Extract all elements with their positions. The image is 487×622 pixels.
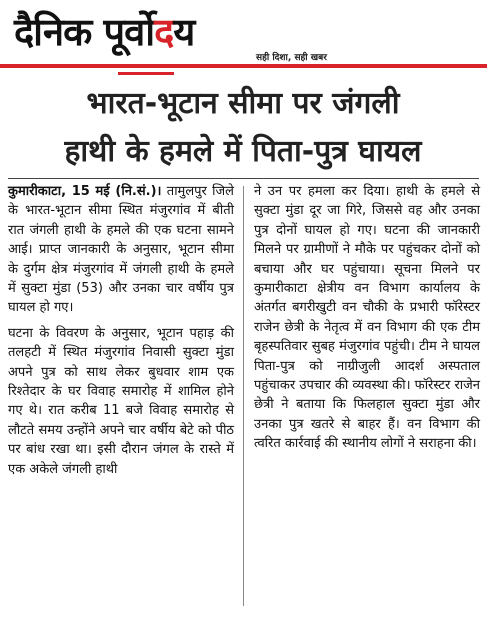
newspaper-logo bbox=[14, 6, 194, 58]
masthead-small-rule bbox=[118, 72, 174, 75]
masthead bbox=[0, 0, 487, 78]
masthead-red-rule bbox=[0, 64, 487, 68]
headline-line-2: हाथी के हमले में पिता-पुत्र घायल bbox=[64, 134, 422, 169]
article-paragraph-1 bbox=[8, 182, 234, 318]
logo-text-accent: द bbox=[154, 10, 174, 54]
column-divider bbox=[243, 186, 244, 606]
headline-line-1: भारत-भूटान सीमा पर जंगली bbox=[86, 86, 400, 121]
article-column-right bbox=[254, 182, 480, 460]
dateline: कुमारीकाटा, 15 मई (नि.सं.)। bbox=[8, 184, 162, 199]
logo-text-main: दैनिक पूर्वो bbox=[14, 10, 155, 54]
article-column-left bbox=[8, 182, 234, 485]
paragraph-1-text: तामुलपुर जिले के भारत-भूटान सीमा स्थित मंजुरगांव में बीती रात जंगली हाथी के हमले की एक घटना सामने आई। प्राप्त जानकारी के अनुसार, भूटान सीमा के दुर्गम क्षेत्र मंजुरगांव में जंगली हाथी के हमले में सुक्टा मुंडा (53) और उनका चार वर्षीय पुत्र घायल हो गए। bbox=[8, 184, 234, 316]
tagline: सही दिशा, सही खबर bbox=[256, 53, 327, 63]
article-paragraph-3: ने उन पर हमला कर दिया। हाथी के हमले से सुक्टा मुंडा दूर जा गिरे, जिससे वह और उनका पुत्र दोनों घायल हो गए। घटना की जानकारी मिलने पर ग्रामीणों ने मौके पर पहुंचकर दोनों को बचाया और घर पहुंचाया। सूचना मिलने पर कुमारीकाटा क्षेत्रीय वन विभाग कार्यालय के अंतर्गत बगरीखुटी वन चौकी के प्रभारी फॉरेस्टर राजेन छेत्री के नेतृत्व में वन विभाग की एक टीम बृहस्पतिवार सुबह मंजुरगांव पहुंची। टीम ने घायल पिता-पुत्र को नाग्रीजुली आदर्श अस्पताल पहुंचाकर उपचार की व्यवस्था की। फॉरेस्टर राजेन छेत्री ने बताया कि फिलहाल सुक्टा मुंडा और उनका पुत्र खतरे से बाहर हैं। वन विभाग की त्वरित कार्रवाई की स्थानीय लोगों ने सराहना की। bbox=[254, 184, 480, 452]
logo-text-tail: य bbox=[173, 10, 195, 54]
article-headline bbox=[8, 80, 478, 176]
article-paragraph-2: घटना के विवरण के अनुसार, भूटान पहाड़ की तलहटी में स्थित मंजुरगांव निवासी सुक्टा मुंडा अपने पुत्र को साथ लेकर बुधवार शाम एक रिश्तेदार के घर विवाह समारोह में शामिल होने गए थे। रात करीब 11 बजे विवाह समारोह से लौटते समय उन्होंने अपने चार वर्षीय बेटे को पीठ पर बांध रखा था। इसी दौरान जंगल के रास्ते में एक अकेले जंगली हाथी bbox=[8, 325, 234, 477]
headline-divider bbox=[8, 178, 479, 179]
